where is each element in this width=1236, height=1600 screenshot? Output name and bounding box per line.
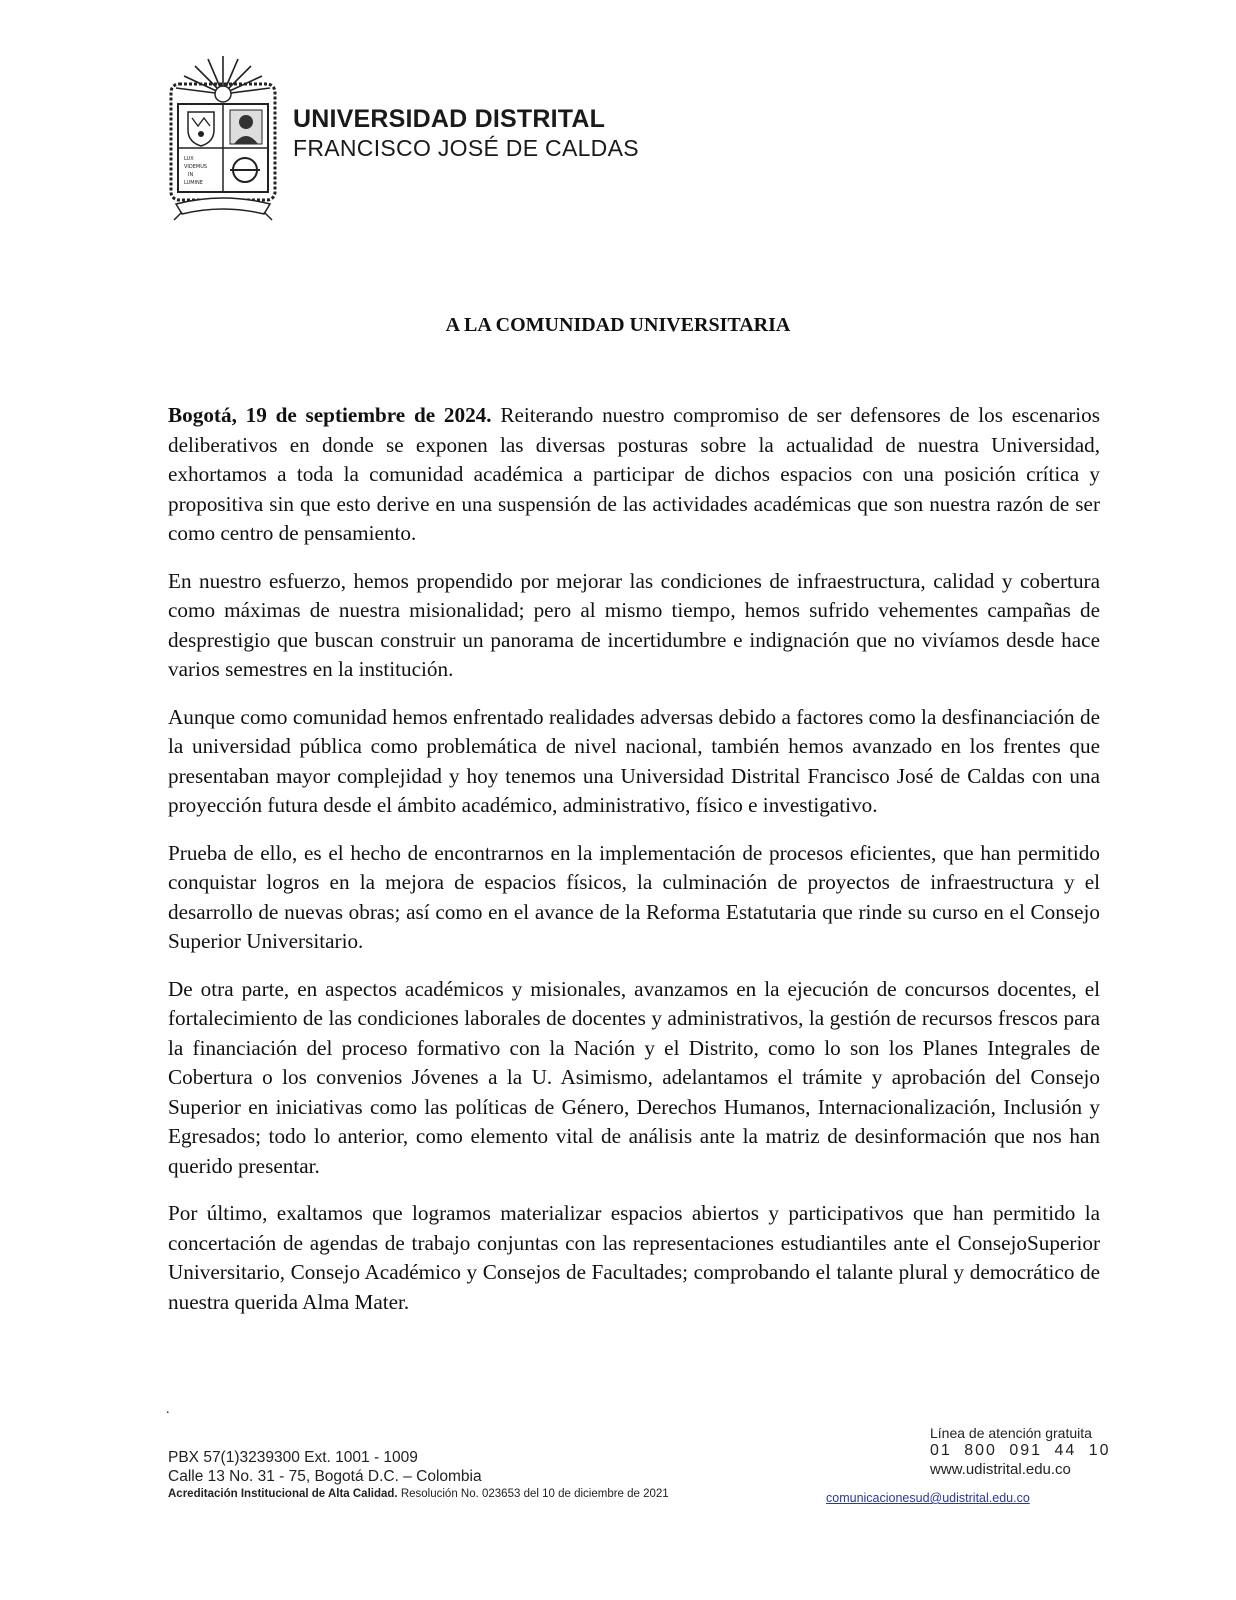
hotline-number: 01 800 091 44 10 [930, 1442, 1111, 1459]
hotline-label: Línea de atención gratuita [930, 1425, 1092, 1441]
university-name-line1: UNIVERSIDAD DISTRITAL [293, 105, 606, 133]
footer-hotline [930, 1424, 1111, 1480]
university-seal-logo [168, 54, 278, 226]
letter-body [168, 401, 1100, 1335]
footer-accreditation [168, 1487, 669, 1502]
website-link[interactable]: www.udistrital.edu.co [930, 1461, 1071, 1478]
date-lead: Bogotá, 19 de septiembre de 2024. [168, 403, 492, 427]
accreditation-text: Resolución No. 023653 del 10 de diciembre de 2021 [397, 1488, 669, 1500]
paragraph-4: Prueba de ello, es el hecho de encontrarnos en la implementación de procesos eficientes, que han permitido conquistar logros en la mejora de espacios físicos, la culminación de proyectos de infraestructura y el desarrollo de nuevas obras; así como en el avance de la Reforma Estatutaria que rinde su curso en el Consejo Superior Universitario. [168, 840, 1100, 953]
paragraph-5: De otra parte, en aspectos académicos y misionales, avanzamos en la ejecución de concursos docentes, el fortalecimiento de las condiciones laborales de docentes y administrativos, la gestión de recursos frescos para la financiación del proceso formativo con la Nación y el Distrito, como lo son los Planes Integrales de Cobertura o los convenios Jóvenes a la U. Asimismo, adelantamos el trámite y aprobación del Consejo Superior en iniciativas como las políticas de Género, Derechos Humanos, Internacionalización, Inclusión y Egresados; todo lo anterior, como elemento vital de análisis ante la matriz de desinformación que nos han querido presentar. [168, 976, 1100, 1178]
seal-graphic [168, 54, 278, 226]
email-link[interactable]: comunicacionesud@udistrital.edu.co [826, 1491, 1030, 1505]
university-name [293, 104, 639, 162]
paragraph-6: Por último, exaltamos que logramos materializar espacios abiertos y participativos que han permitido la concertación de agendas de trabajo conjuntas con las representaciones estudiantiles ante el ConsejoSuperior Universitario, Consejo Académico y Consejos de Facultades; comprobando el talante plural y democrático de nuestra querida Alma Mater. [168, 1201, 1100, 1314]
paragraph-2: En nuestro esfuerzo, hemos propendido por mejorar las condiciones de infraestructura, calidad y cobertura como máximas de nuestra misionalidad; pero al mismo tiempo, hemos sufrido vehementes campañas de desprestigio que buscan construir un panorama de incertidumbre e indignación que no vivíamos desde hace varios semestres en la institución. [168, 568, 1100, 681]
svg-text:VIDEMUS: VIDEMUS [184, 164, 208, 170]
paragraph-1 [168, 401, 1100, 549]
paragraph-3: Aunque como comunidad hemos enfrentado realidades adversas debido a factores como la desfinanciación de la universidad pública como problemática de nivel nacional, también hemos avanzado en los frentes que presentaban mayor complejidad y hoy tenemos una Universidad Distrital Francisco José de Caldas con una proyección futura desde el ámbito académico, administrativo, físico e investigativo. [168, 704, 1100, 817]
footer-pbx: PBX 57(1)3239300 Ext. 1001 - 1009 [168, 1449, 418, 1466]
svg-text:LUMINE: LUMINE [184, 180, 203, 186]
document-title: A LA COMUNIDAD UNIVERSITARIA [445, 314, 791, 336]
accreditation-bold: Acreditación Institucional de Alta Calidad. [168, 1488, 398, 1500]
stray-mark: . [166, 1402, 170, 1417]
seal-motto-text: LUX [184, 156, 194, 162]
paragraph-1-text: Reiterando nuestro compromiso de ser defensores de los escenarios deliberativos en donde se exponen las diversas posturas sobre la actualidad de nuestra Universidad, exhortamos a toda la comunidad académica a participar de dichos espacios con una posición crítica y propositiva sin que esto derive en una suspensión de las actividades académicas que son nuestra razón de ser como centro de pensamiento. [168, 403, 1101, 545]
footer-address: Calle 13 No. 31 - 75, Bogotá D.C. – Colombia [168, 1468, 482, 1485]
svg-text:IN: IN [188, 172, 194, 178]
university-name-line2: FRANCISCO JOSÉ DE CALDAS [293, 135, 639, 161]
footer-contact [168, 1448, 669, 1502]
